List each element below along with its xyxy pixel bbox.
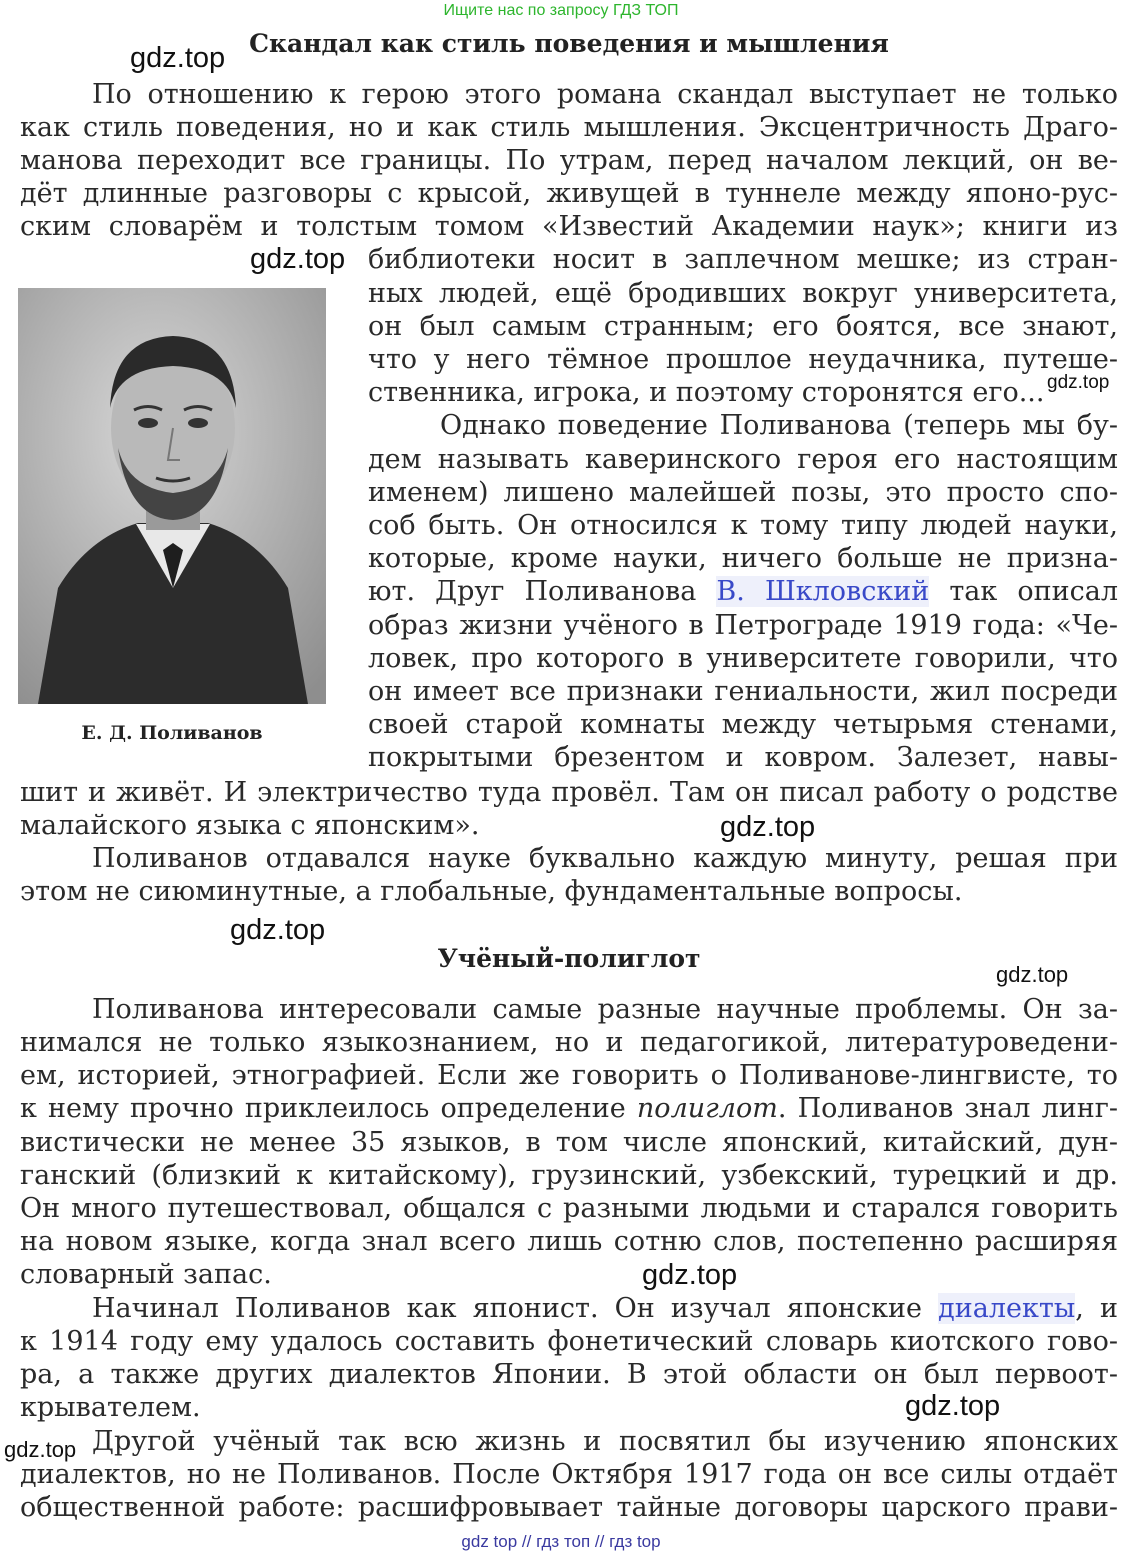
text-line: ственника, игрока, и поэтому сторонятся его... bbox=[368, 377, 1045, 408]
shklovsky-link[interactable]: В. Шкловский bbox=[716, 576, 930, 607]
text-line: ных людей, ещё бродивших вокруг университета, bbox=[368, 278, 1118, 309]
text-line: этом не сиюминутные, а глобальные, фундаментальные вопросы. bbox=[20, 876, 963, 907]
watermark: gdz.top bbox=[130, 42, 226, 74]
top-banner: Ищите нас по запросу ГДЗ ТОП bbox=[443, 2, 679, 19]
text-line: малайского языка с японским». bbox=[20, 810, 480, 841]
text-line: дем называть каверинского героя его настоящим bbox=[368, 444, 1118, 475]
text-line: Поливанов отдавался науке буквально каждую минуту, решая при bbox=[92, 843, 1118, 874]
text-line: ра, а также других диалектов Японии. В этой области он был первоот- bbox=[20, 1359, 1118, 1390]
photo-caption: Е. Д. Поливанов bbox=[81, 722, 263, 744]
watermark: gdz.top bbox=[720, 811, 816, 843]
watermark: gdz.top bbox=[230, 914, 326, 946]
text-line: Другой учёный так всю жизнь и посвятил бы изучению японских bbox=[92, 1426, 1118, 1457]
text-line: ским словарём и толстым томом «Известий Академии наук»; книги из bbox=[20, 211, 1118, 242]
section-title: Скандал как стиль поведения и мышления bbox=[249, 29, 889, 58]
text-line: покрытыми брезентом и ковром. Залезет, навы- bbox=[368, 742, 1118, 773]
text-line: образ жизни учёного в Петрограде 1919 года: «Че- bbox=[368, 610, 1118, 641]
portrait-icon bbox=[18, 288, 326, 704]
text-line bbox=[20, 1092, 1118, 1125]
text-line: общественной работе: расшифровывает тайные договоры царского прави- bbox=[20, 1492, 1118, 1523]
watermark: gdz.top bbox=[905, 1390, 1001, 1422]
text-line bbox=[368, 575, 1118, 608]
italic-term: полиглот bbox=[636, 1093, 778, 1124]
footer-links: gdz top // гдз топ // гдз top bbox=[461, 1532, 661, 1551]
text-fragment: так описал bbox=[949, 576, 1118, 607]
text-line: что у него тёмное прошлое неудачника, путеше- bbox=[368, 344, 1118, 375]
text-line: библиотеки носит в заплечном мешке; из стран- bbox=[368, 244, 1118, 275]
text-line: своей старой комнаты между четырьмя стенами, bbox=[368, 709, 1118, 740]
text-fragment: к нему прочно приклеилось определение bbox=[20, 1093, 626, 1124]
watermark: gdz.top bbox=[250, 243, 346, 275]
text-fragment: ют. Друг Поливанова bbox=[368, 576, 697, 607]
text-line: Однако поведение Поливанова (теперь мы бу- bbox=[440, 410, 1118, 441]
text-line: шит и живёт. И электричество туда провёл. Там он писал работу о родстве bbox=[20, 777, 1118, 808]
section-title: Учёный-полиглот bbox=[437, 944, 701, 973]
text-line: вистически не менее 35 языков, в том числе японский, китайский, дун- bbox=[20, 1127, 1118, 1158]
text-line: манова переходит все границы. По утрам, перед началом лекций, он ве- bbox=[20, 145, 1118, 176]
text-line: ловек, про которого в университете говорили, что bbox=[368, 643, 1118, 674]
text-line: которые, кроме науки, ничего больше не призна- bbox=[368, 543, 1118, 574]
text-line: словарный запас. bbox=[20, 1259, 272, 1290]
text-fragment: . Поливанов знал линг- bbox=[777, 1093, 1118, 1124]
text-line: ем, историей, этнографией. Если же говорить о Поливанове-лингвисте, то bbox=[20, 1060, 1118, 1091]
text-line: диалектов, но не Поливанов. После Октября 1917 года он все силы отдаёт bbox=[20, 1459, 1118, 1490]
text-line: По отношению к герою этого романа скандал выступает не только bbox=[92, 79, 1118, 110]
text-line: к 1914 году ему удалось составить фонетический словарь киотского гово- bbox=[20, 1326, 1118, 1357]
watermark: gdz.top bbox=[4, 1437, 77, 1462]
portrait-photo bbox=[18, 288, 326, 704]
text-line: Он много путешествовал, общался с разными людьми и старался говорить bbox=[20, 1193, 1118, 1224]
text-line: именем) лишено малейшей позы, это просто спо- bbox=[368, 477, 1118, 508]
watermark: gdz.top bbox=[996, 962, 1069, 987]
text-line: как стиль поведения, но и как стиль мышления. Эксцентричность Драго- bbox=[20, 112, 1118, 143]
text-line: он был самым странным; его боятся, все знают, bbox=[368, 311, 1118, 342]
text-line: на новом языке, когда знал всего лишь сотню слов, постепенно расширяя bbox=[20, 1226, 1118, 1257]
text-line: крывателем. bbox=[20, 1392, 201, 1423]
text-line: Поливанова интересовали самые разные научные проблемы. Он за- bbox=[92, 994, 1118, 1025]
text-line: ганский (близкий к китайскому), грузинский, узбекский, турецкий и др. bbox=[20, 1160, 1118, 1191]
text-line: нимался не только языкознанием, но и педагогикой, литературоведени- bbox=[20, 1027, 1118, 1058]
text-line bbox=[92, 1292, 1118, 1325]
text-fragment: , и bbox=[1075, 1293, 1118, 1324]
text-line: соб быть. Он относился к тому типу людей науки, bbox=[368, 510, 1118, 541]
text-line: он имеет все признаки гениальности, жил посреди bbox=[368, 676, 1118, 707]
text-fragment: Начинал Поливанов как японист. Он изучал японские bbox=[92, 1293, 923, 1324]
dialects-link[interactable]: диалекты bbox=[938, 1293, 1076, 1324]
text-line: дёт длинные разговоры с крысой, живущей в туннеле между японо-рус- bbox=[20, 178, 1118, 209]
watermark: gdz.top bbox=[1047, 372, 1110, 393]
watermark: gdz.top bbox=[642, 1259, 738, 1291]
